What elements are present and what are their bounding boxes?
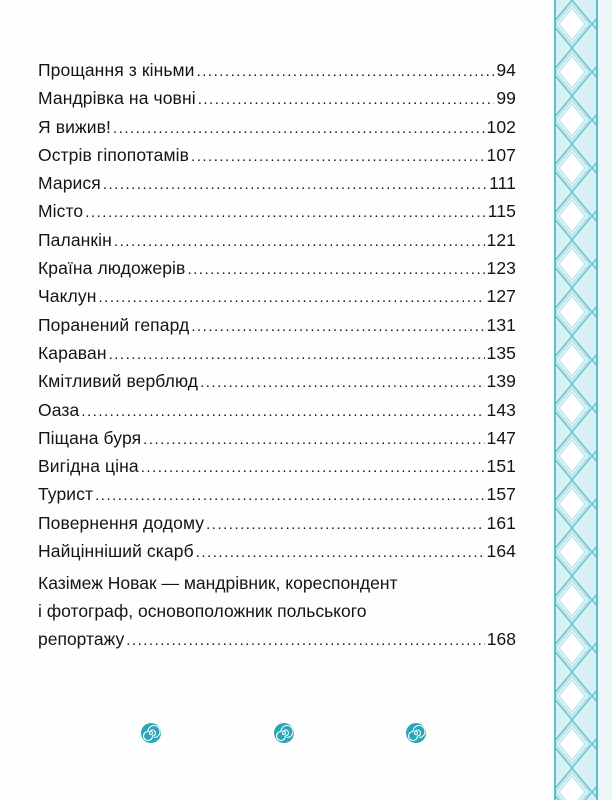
toc-entry-page: 121: [486, 229, 516, 250]
toc-leader-dots: [126, 627, 485, 655]
toc-entry-page: 94: [496, 60, 516, 80]
toc-entry[interactable]: [38, 315, 516, 343]
toc-entry-page: 107: [486, 144, 516, 165]
toc-entry[interactable]: [38, 173, 516, 201]
toc-leader-dots: [109, 346, 485, 363]
toc-entry[interactable]: [38, 60, 516, 88]
toc-entry-title: Вигідна ціна: [38, 456, 139, 477]
toc-entry[interactable]: [38, 258, 516, 286]
toc-entry[interactable]: [38, 201, 516, 229]
toc-entry[interactable]: [38, 484, 516, 512]
toc-entry[interactable]: [38, 513, 516, 541]
toc-leader-dots: [141, 459, 485, 476]
toc-entry-title: Марися: [38, 173, 101, 194]
toc-entry-title: Караван: [38, 342, 107, 363]
toc-entry[interactable]: [38, 428, 516, 456]
toc-entry-page: 135: [486, 342, 516, 363]
toc-leader-dots: [114, 233, 485, 250]
toc-entry-title: Турист: [38, 484, 94, 505]
toc-entry[interactable]: [38, 343, 516, 371]
toc-entry-title: Місто: [38, 201, 84, 222]
toc-entry-page: 111: [489, 173, 516, 194]
toc-entry-page: 123: [486, 258, 516, 279]
toc-entry-page: 127: [486, 286, 516, 307]
toc-entry-title: Острів гіпопотамів: [38, 144, 190, 165]
toc-entry-page: 99: [496, 88, 516, 109]
toc-entry[interactable]: [38, 371, 516, 399]
toc-entry-title: Мандрівка на човні: [38, 88, 196, 109]
toc-entry-title: Кмітливий верблюд: [38, 371, 199, 392]
toc-entry-title: Прощання з кіньми: [38, 60, 195, 80]
toc-entry-title: Паланкін: [38, 229, 112, 250]
toc-entry-page: 161: [486, 512, 516, 533]
toc-entry-page: 143: [486, 399, 516, 420]
toc-entry-title: Повернення додому: [38, 512, 205, 533]
toc-entry-page: 164: [486, 541, 516, 562]
toc-entry[interactable]: [38, 117, 516, 145]
toc-leader-dots: [103, 176, 487, 193]
toc-entry-multiline[interactable]: [38, 569, 516, 655]
toc-leader-dots: [143, 431, 484, 448]
toc-leader-dots: [191, 318, 484, 335]
toc-entry-title: Країна людожерів: [38, 258, 186, 279]
toc-entry-title: Піщана буря: [38, 427, 142, 448]
toc-entry-page: 168: [486, 629, 516, 650]
toc-leader-dots: [198, 91, 495, 108]
toc-entry-title-line3: репортажу: [38, 629, 125, 650]
toc-entry-title: Найцінніший скарб: [38, 541, 194, 562]
toc-entry[interactable]: [38, 230, 516, 258]
toc-entry-title-line1: Казімеж Новак — мандрівник, кореспондент: [38, 573, 398, 594]
toc-leader-dots: [206, 516, 484, 533]
toc-entry[interactable]: [38, 541, 516, 569]
toc-entry-title-line2: і фотограф, основоположник польського: [38, 601, 367, 622]
toc-entry-title: Чаклун: [38, 286, 97, 307]
toc-entry[interactable]: [38, 88, 516, 116]
toc-entry[interactable]: [38, 286, 516, 314]
decorative-border: [552, 0, 612, 800]
toc-entry-page: 131: [486, 314, 516, 335]
toc-leader-dots: [191, 148, 484, 165]
toc-leader-dots: [81, 403, 484, 420]
toc-entry[interactable]: [38, 400, 516, 428]
toc-entry-page: 139: [486, 371, 516, 392]
toc-entry-page: 147: [486, 427, 516, 448]
toc-entry-page: 115: [487, 201, 516, 222]
toc-leader-dots: [98, 289, 484, 306]
toc-leader-dots: [187, 261, 484, 278]
spiral-icon: [405, 722, 427, 744]
toc-leader-dots: [200, 374, 484, 391]
toc-entry-page: 157: [486, 484, 516, 505]
toc-entry[interactable]: [38, 456, 516, 484]
toc-leader-dots: [95, 487, 484, 504]
toc-leader-dots: [85, 204, 486, 221]
toc-entry-title: Я вижив!: [38, 116, 112, 137]
toc-entry-title: Поранений гепард: [38, 314, 190, 335]
table-of-contents: [38, 60, 516, 655]
toc-entry-last-line: [38, 625, 516, 655]
toc-entry[interactable]: [38, 145, 516, 173]
toc-leader-dots: [197, 63, 495, 80]
toc-entry-title: Оаза: [38, 399, 80, 420]
toc-leader-dots: [113, 120, 484, 137]
ornament-row: [0, 722, 552, 752]
spiral-icon: [273, 722, 295, 744]
toc-leader-dots: [196, 544, 485, 561]
spiral-icon: [140, 722, 162, 744]
toc-entry-page: 102: [486, 116, 516, 137]
toc-entry-page: 151: [486, 456, 516, 477]
